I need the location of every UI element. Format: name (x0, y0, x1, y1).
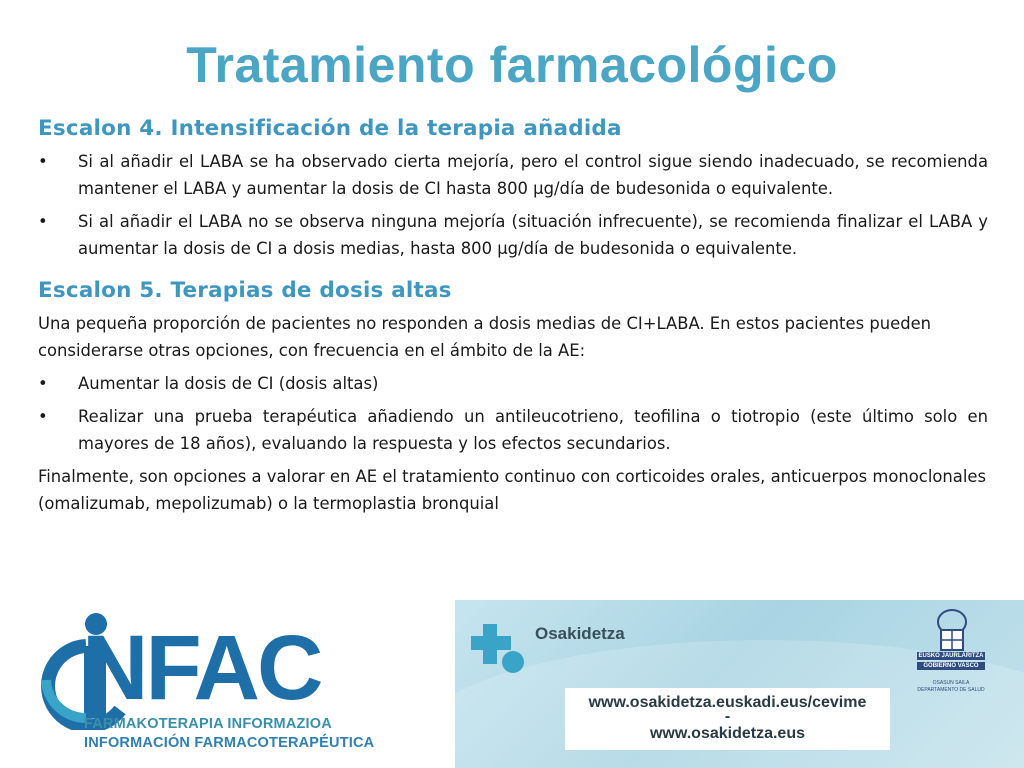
list-item-text: Realizar una prueba terapéutica añadiendo un antileucotrieno, teofilina o tiotropio (este último solo en mayores de 18 años), evaluando la respuesta y los efectos secundarios. (78, 407, 988, 453)
osakidetza-label: Osakidetza (535, 624, 625, 643)
bullet-marker: • (38, 407, 48, 426)
bullet-marker: • (38, 374, 48, 393)
infac-wordmark: NFAC (82, 617, 321, 719)
gov-label-spanish: GOBIERNO VASCO (917, 662, 985, 670)
osakidetza-link[interactable]: www.osakidetza.eus (649, 725, 805, 742)
section-4-heading: Escalon 4. Intensificación de la terapia añadida (38, 116, 622, 141)
list-item (38, 403, 988, 457)
gov-dept-basque: OSASUN SAILA (932, 680, 970, 686)
gobierno-vasco-shield-icon (927, 606, 977, 654)
section-5-heading: Escalon 5. Terapias de dosis altas (38, 278, 452, 303)
url-box (565, 688, 890, 750)
bullet-marker: • (38, 152, 48, 171)
list-item-text: Si al añadir el LABA no se observa ninguna mejoría (situación infrecuente), se recomienda finalizar el LABA y aumentar la dosis de CI a dosis medias, hasta 800 µg/día de budesonida o equivalente. (78, 212, 988, 258)
list-item (38, 208, 988, 262)
bullet-marker: • (38, 212, 48, 231)
url-separator: - (724, 708, 731, 725)
slide-content (38, 116, 988, 523)
list-item (38, 370, 988, 397)
section-5-intro: Una pequeña proporción de pacientes no responden a dosis medias de CI+LABA. En estos pacientes pueden considerarse otras opciones, con frecuencia en el ámbito de la AE: (38, 314, 932, 360)
infac-subtitle-spanish: INFORMACIÓN FARMACOTERAPÉUTICA (84, 735, 375, 751)
osakidetza-cross-icon (469, 622, 529, 682)
gov-dept-spanish: DEPARTAMENTO DE SALUD (917, 687, 985, 693)
section-5-closing: Finalmente, son opciones a valorar en AE el tratamiento continuo con corticoides orales, anticuerpos monoclonales (omalizumab, mepolizumab) o la termoplastia bronquial (38, 467, 987, 513)
list-item-text: Si al añadir el LABA se ha observado cierta mejoría, pero el control sigue siendo inadecuado, se recomienda mantener el LABA y aumentar la dosis de CI hasta 800 µg/día de budesonida o equivalente. (78, 152, 988, 198)
gov-label-basque: EUSKO JAURLARITZA (918, 653, 984, 659)
osakidetza-banner (455, 600, 1024, 768)
infac-subtitle-basque: FARMAKOTERAPIA INFORMAZIOA (84, 716, 332, 732)
page-title: Tratamiento farmacológico (186, 37, 838, 93)
list-item (38, 148, 988, 202)
cevime-link[interactable]: www.osakidetza.euskadi.eus/cevime (588, 694, 867, 711)
list-item-text: Aumentar la dosis de CI (dosis altas) (78, 374, 379, 393)
